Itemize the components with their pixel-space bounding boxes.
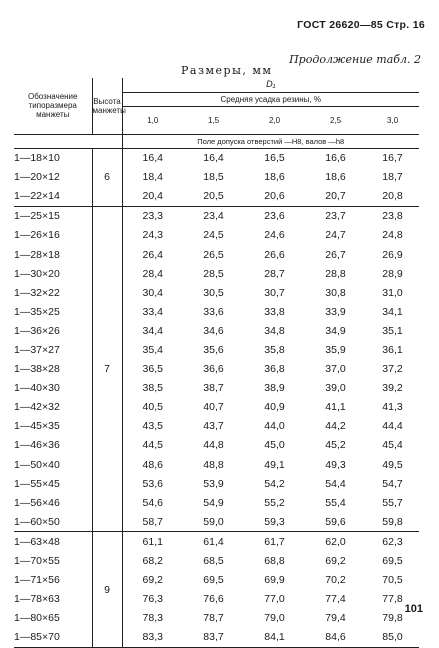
d1-value: 30,4 <box>142 286 163 299</box>
d1-value: 55,7 <box>382 496 403 509</box>
d1-value: 36,6 <box>203 363 224 376</box>
row-designation: 1—71×56 <box>14 574 60 587</box>
table-row <box>14 283 419 302</box>
table-row <box>14 360 419 379</box>
d1-value: 16,7 <box>382 152 403 165</box>
d1-value: 78,3 <box>142 612 163 625</box>
d1-value: 20,5 <box>183 187 244 207</box>
d1-value: 16,4 <box>142 152 163 165</box>
d1-value: 83,7 <box>183 628 244 648</box>
d1-value: 24,7 <box>325 229 346 242</box>
d1-value: 79,8 <box>382 612 403 625</box>
d1-value: 43,5 <box>142 420 163 433</box>
d1-value: 23,3 <box>142 210 163 223</box>
d1-value: 41,3 <box>382 401 403 414</box>
d1-value: 24,8 <box>382 229 403 242</box>
d1-value: 30,8 <box>325 286 346 299</box>
table-row <box>14 379 419 398</box>
d1-value: 33,4 <box>142 305 163 318</box>
designation-column-header: Обозначение типоразмера манжеты <box>14 78 92 134</box>
d1-value: 54,7 <box>382 477 403 490</box>
d1-value: 62,0 <box>325 535 346 548</box>
d1-value: 26,4 <box>142 248 163 261</box>
d1-value: 77,0 <box>264 593 285 606</box>
d1-value: 78,7 <box>203 612 224 625</box>
row-designation: 1—56×46 <box>14 496 60 509</box>
table-row <box>14 590 419 609</box>
d1-value: 40,7 <box>203 401 224 414</box>
d1-value: 59,0 <box>183 512 244 532</box>
d1-value: 20,8 <box>366 187 419 207</box>
shrinkage-value-header: 3,0 <box>366 106 419 134</box>
table-row <box>14 512 419 532</box>
table-row <box>14 340 419 359</box>
d1-value: 85,0 <box>366 628 419 648</box>
d1-value: 43,7 <box>203 420 224 433</box>
d1-value: 59,8 <box>366 512 419 532</box>
d1-value: 55,2 <box>264 496 285 509</box>
d1-value: 79,4 <box>325 612 346 625</box>
d1-value: 28,4 <box>142 267 163 280</box>
table-continuation-caption: Продолжение табл. 2 <box>289 53 421 66</box>
height-column-header: Высота манжеты <box>92 78 122 134</box>
shrinkage-header: Средняя усадка резины, % <box>122 92 419 106</box>
d1-value: 69,2 <box>142 574 163 587</box>
table-row <box>14 551 419 570</box>
d1-value: 41,1 <box>325 401 346 414</box>
row-designation: 1—22×14 <box>14 187 92 207</box>
d1-value: 38,9 <box>264 382 285 395</box>
table-row <box>14 187 419 207</box>
d1-value: 40,9 <box>264 401 285 414</box>
d1-value: 34,1 <box>382 305 403 318</box>
d1-value: 62,3 <box>382 535 403 548</box>
d1-value: 45,2 <box>325 439 346 452</box>
d1-value: 24,5 <box>203 229 224 242</box>
d1-value: 70,2 <box>325 574 346 587</box>
d1-value: 38,5 <box>142 382 163 395</box>
d1-value: 18,6 <box>264 171 285 184</box>
row-designation: 1—42×32 <box>14 401 60 414</box>
d1-value: 76,6 <box>203 593 224 606</box>
d1-value: 18,5 <box>203 171 224 184</box>
d1-value: 37,0 <box>325 363 346 376</box>
d1-value: 16,5 <box>264 152 285 165</box>
d1-value: 48,8 <box>203 458 224 471</box>
table-row <box>14 628 419 648</box>
d1-value: 26,9 <box>382 248 403 261</box>
row-designation: 1—38×28 <box>14 363 60 376</box>
d1-value: 49,5 <box>382 458 403 471</box>
page-number: 101 <box>404 603 423 615</box>
row-designation: 1—30×20 <box>14 267 60 280</box>
d1-value: 34,4 <box>142 324 163 337</box>
table-row <box>14 302 419 321</box>
d1-value: 38,7 <box>203 382 224 395</box>
shrinkage-value-header: 2,0 <box>244 106 305 134</box>
d1-value: 69,5 <box>203 574 224 587</box>
d1-value: 35,1 <box>382 324 403 337</box>
row-designation: 1—70×55 <box>14 555 60 568</box>
row-designation: 1—18×10 <box>14 152 60 165</box>
d1-value: 68,8 <box>264 555 285 568</box>
d1-value: 34,6 <box>203 324 224 337</box>
d1-value: 58,7 <box>122 512 183 532</box>
table-row <box>14 168 419 187</box>
row-designation: 1—46×36 <box>14 439 60 452</box>
d1-value: 24,3 <box>142 229 163 242</box>
d1-value: 79,0 <box>264 612 285 625</box>
d1-value: 20,4 <box>122 187 183 207</box>
table-row <box>14 206 419 226</box>
shrinkage-value-header: 2,5 <box>305 106 366 134</box>
d1-value: 39,2 <box>382 382 403 395</box>
d1-value: 30,5 <box>203 286 224 299</box>
d1-value: 54,4 <box>325 477 346 490</box>
d1-value: 16,6 <box>325 152 346 165</box>
page-header: ГОСТ 26620—85 Стр. 16 <box>297 19 425 31</box>
table-row <box>14 148 419 168</box>
d1-value: 48,6 <box>142 458 163 471</box>
d1-value: 61,7 <box>264 535 285 548</box>
row-designation: 1—25×15 <box>14 210 60 223</box>
d1-value: 20,7 <box>305 187 366 207</box>
height-value: 9 <box>92 532 122 648</box>
d1-value: 45,0 <box>264 439 285 452</box>
d1-value: 28,9 <box>382 267 403 280</box>
table-row <box>14 609 419 628</box>
d1-value: 33,8 <box>264 305 285 318</box>
d1-value: 33,9 <box>325 305 346 318</box>
d1-value: 20,6 <box>244 187 305 207</box>
d1-column-header: D₁ <box>122 78 419 92</box>
header-spacer <box>14 134 122 148</box>
d1-value: 59,6 <box>305 512 366 532</box>
row-designation: 1—28×18 <box>14 248 60 261</box>
d1-value: 28,5 <box>203 267 224 280</box>
d1-value: 39,0 <box>325 382 346 395</box>
d1-value: 84,6 <box>305 628 366 648</box>
table-row <box>14 571 419 590</box>
row-designation: 1—26×16 <box>14 229 60 242</box>
d1-value: 54,2 <box>264 477 285 490</box>
row-designation: 1—60×50 <box>14 512 92 532</box>
d1-value: 44,0 <box>264 420 285 433</box>
d1-value: 23,7 <box>325 210 346 223</box>
d1-value: 83,3 <box>122 628 183 648</box>
d1-value: 36,1 <box>382 343 403 356</box>
dimensions-table <box>14 78 419 648</box>
d1-value: 61,1 <box>142 535 163 548</box>
d1-value: 40,5 <box>142 401 163 414</box>
d1-value: 34,9 <box>325 324 346 337</box>
d1-value: 68,2 <box>142 555 163 568</box>
table-row <box>14 264 419 283</box>
d1-value: 35,8 <box>264 343 285 356</box>
d1-value: 23,4 <box>203 210 224 223</box>
height-value: 7 <box>92 206 122 532</box>
table-row <box>14 532 419 552</box>
row-designation: 1—50×40 <box>14 458 60 471</box>
d1-value: 26,5 <box>203 248 224 261</box>
height-value: 6 <box>92 148 122 206</box>
d1-value: 37,2 <box>382 363 403 376</box>
table-row <box>14 398 419 417</box>
row-designation: 1—78×63 <box>14 593 60 606</box>
row-designation: 1—35×25 <box>14 305 60 318</box>
row-designation: 1—85×70 <box>14 628 92 648</box>
table-row <box>14 436 419 455</box>
d1-value: 35,4 <box>142 343 163 356</box>
d1-value: 84,1 <box>244 628 305 648</box>
d1-value: 70,5 <box>382 574 403 587</box>
d1-value: 69,9 <box>264 574 285 587</box>
d1-value: 76,3 <box>142 593 163 606</box>
table-row <box>14 245 419 264</box>
d1-value: 35,9 <box>325 343 346 356</box>
table-row <box>14 321 419 340</box>
d1-value: 36,8 <box>264 363 285 376</box>
d1-value: 35,6 <box>203 343 224 356</box>
d1-value: 54,9 <box>203 496 224 509</box>
d1-value: 33,6 <box>203 305 224 318</box>
d1-value: 24,6 <box>264 229 285 242</box>
row-designation: 1—63×48 <box>14 535 60 548</box>
row-designation: 1—37×27 <box>14 343 60 356</box>
d1-value: 30,7 <box>264 286 285 299</box>
d1-value: 28,8 <box>325 267 346 280</box>
d1-value: 77,8 <box>382 593 403 606</box>
d1-value: 49,1 <box>264 458 285 471</box>
dimensions-label: Размеры, мм <box>181 64 273 77</box>
d1-value: 55,4 <box>325 496 346 509</box>
d1-value: 18,7 <box>382 171 403 184</box>
d1-value: 68,5 <box>203 555 224 568</box>
row-designation: 1—32×22 <box>14 286 60 299</box>
row-designation: 1—40×30 <box>14 382 60 395</box>
table-row <box>14 474 419 493</box>
table-row <box>14 226 419 245</box>
d1-value: 53,6 <box>142 477 163 490</box>
d1-value: 44,4 <box>382 420 403 433</box>
d1-value: 53,9 <box>203 477 224 490</box>
row-designation: 1—55×45 <box>14 477 60 490</box>
shrinkage-value-header: 1,0 <box>122 106 183 134</box>
shrinkage-value-header: 1,5 <box>183 106 244 134</box>
tolerance-note: Поле допуска отверстий —Н8, валов —h8 <box>122 134 419 148</box>
d1-value: 44,2 <box>325 420 346 433</box>
table-row <box>14 455 419 474</box>
d1-value: 49,3 <box>325 458 346 471</box>
table-row <box>14 493 419 512</box>
d1-value: 54,6 <box>142 496 163 509</box>
d1-value: 31,0 <box>382 286 403 299</box>
dimensions-table-body <box>14 78 419 647</box>
d1-value: 69,2 <box>325 555 346 568</box>
d1-value: 36,5 <box>142 363 163 376</box>
d1-value: 44,8 <box>203 439 224 452</box>
d1-value: 34,8 <box>264 324 285 337</box>
d1-value: 26,7 <box>325 248 346 261</box>
d1-value: 45,4 <box>382 439 403 452</box>
d1-value: 77,4 <box>325 593 346 606</box>
row-designation: 1—20×12 <box>14 171 60 184</box>
row-designation: 1—45×35 <box>14 420 60 433</box>
d1-value: 61,4 <box>203 535 224 548</box>
d1-value: 69,5 <box>382 555 403 568</box>
d1-value: 26,6 <box>264 248 285 261</box>
d1-value: 59,3 <box>244 512 305 532</box>
table-row <box>14 417 419 436</box>
d1-value: 16,4 <box>203 152 224 165</box>
d1-value: 44,5 <box>142 439 163 452</box>
row-designation: 1—80×65 <box>14 612 60 625</box>
d1-value: 18,4 <box>142 171 163 184</box>
d1-value: 18,6 <box>325 171 346 184</box>
d1-value: 23,6 <box>264 210 285 223</box>
d1-value: 28,7 <box>264 267 285 280</box>
row-designation: 1—36×26 <box>14 324 60 337</box>
d1-value: 23,8 <box>382 210 403 223</box>
